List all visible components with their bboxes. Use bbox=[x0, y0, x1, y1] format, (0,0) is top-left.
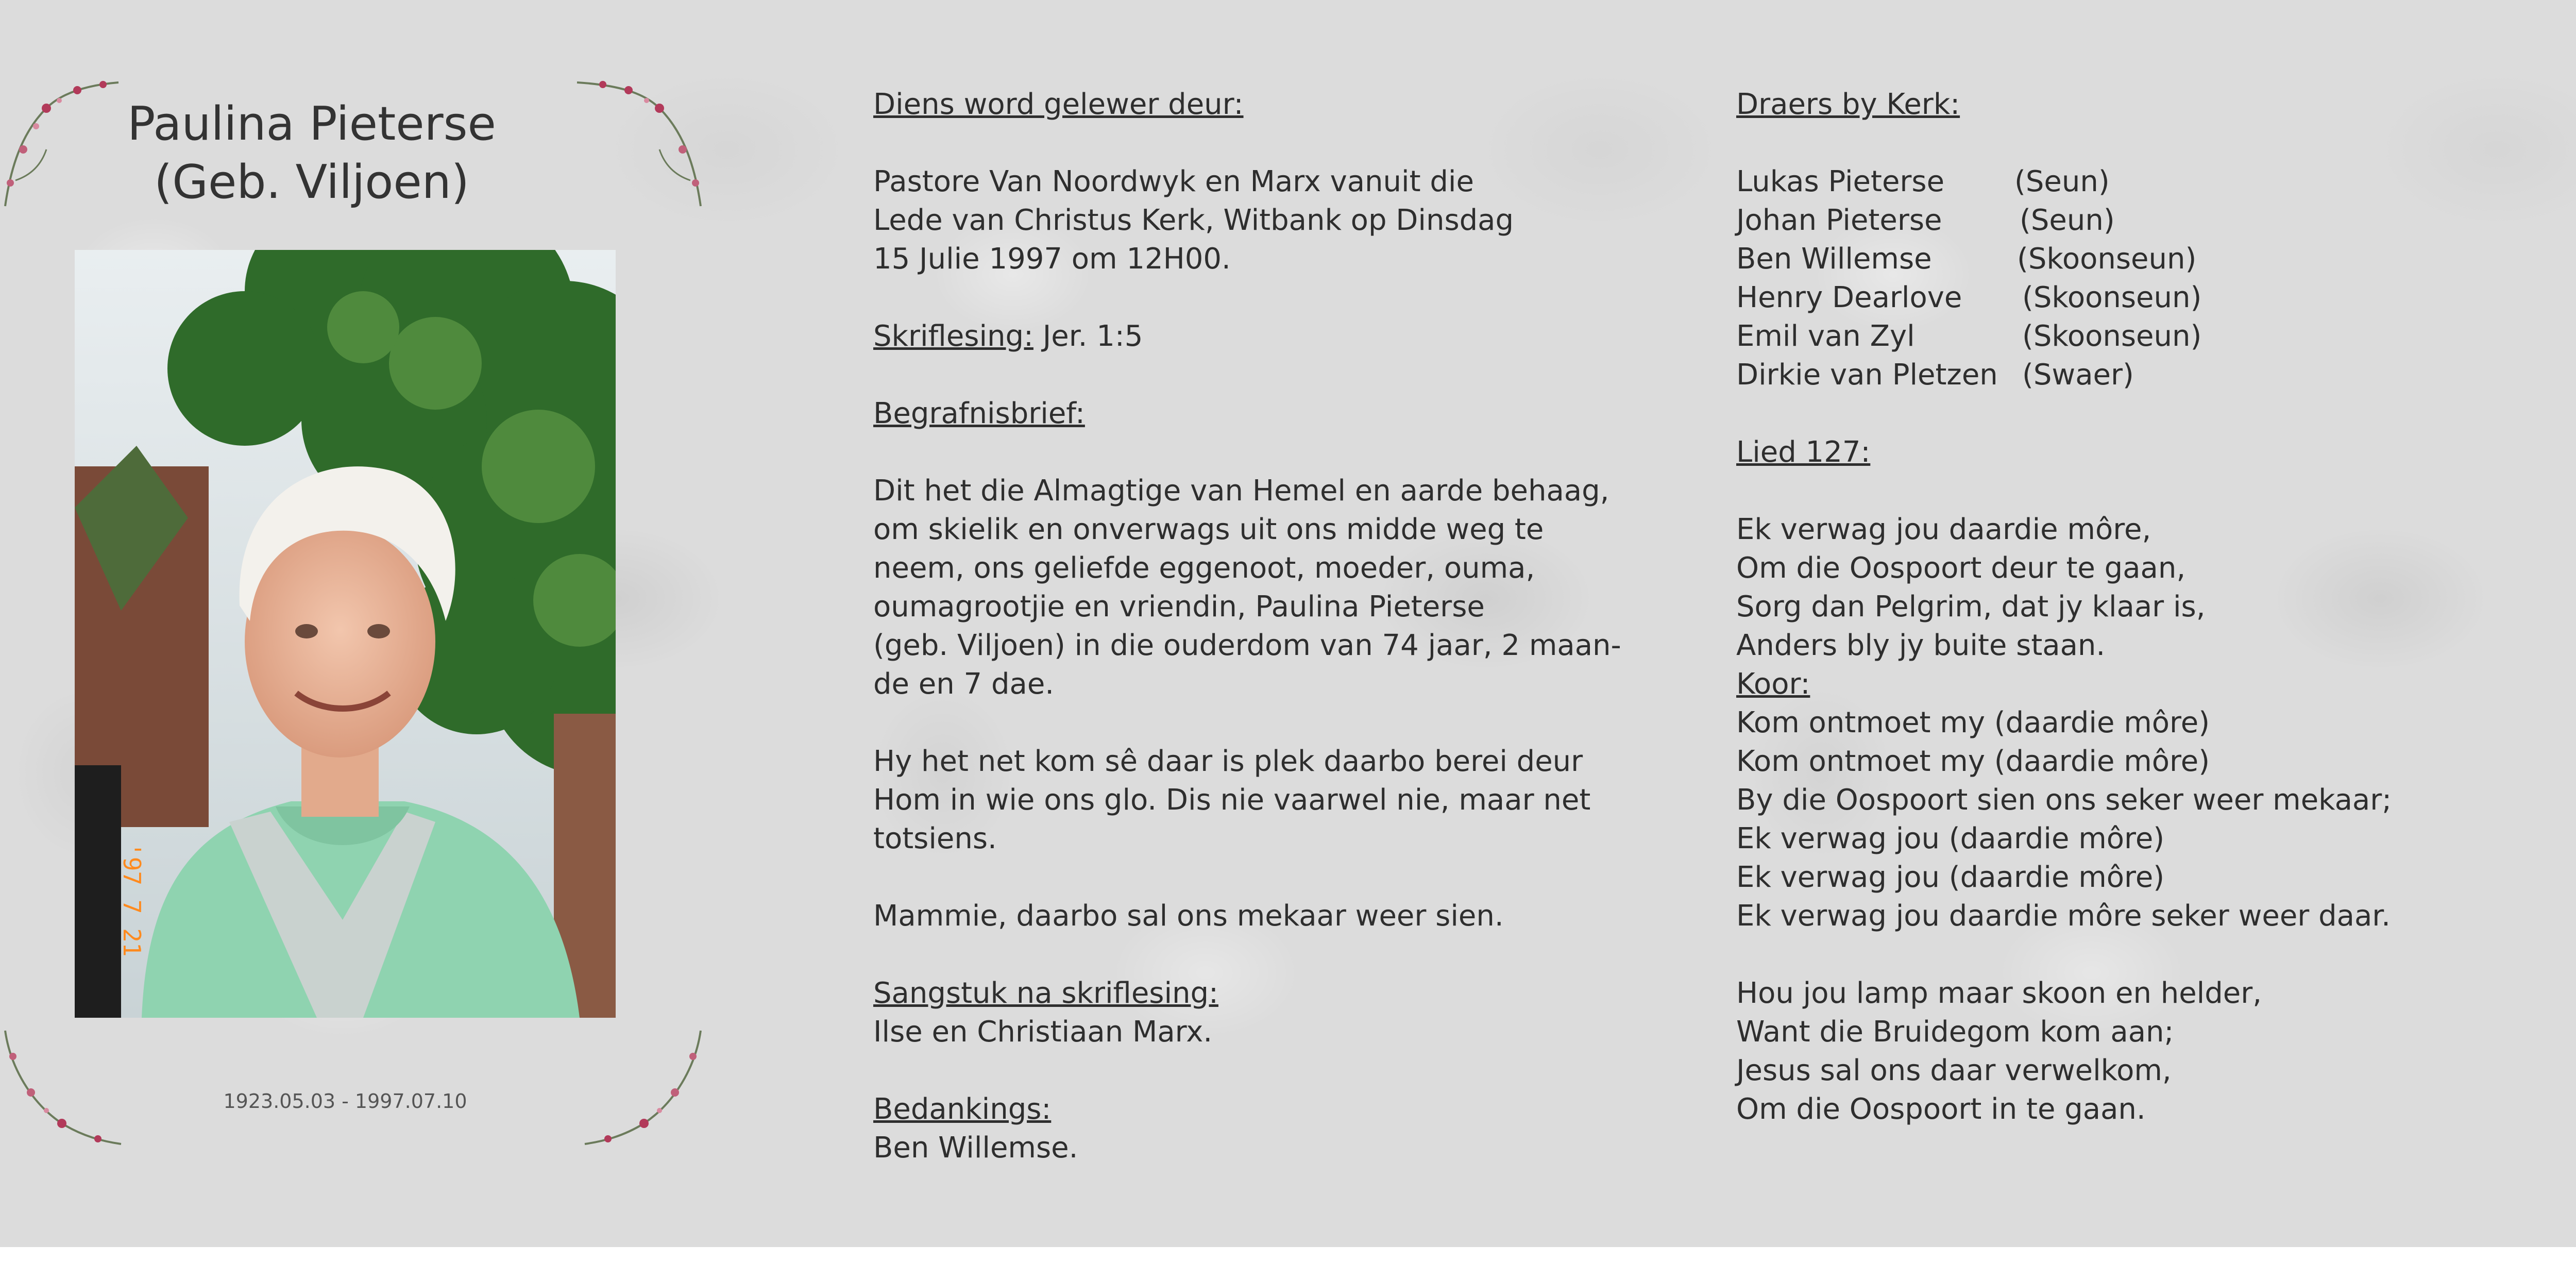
letter-line: Hom in wie ons glo. Dis nie vaarwel nie, maar net bbox=[873, 783, 1591, 817]
hymn-heading: Lied 127: bbox=[1736, 435, 1871, 469]
bearer-name: Lukas Pieterse bbox=[1736, 165, 1945, 198]
spacer bbox=[1736, 472, 2392, 510]
chorus-line: Ek verwag jou daardie môre seker weer daar. bbox=[1736, 899, 2391, 933]
service-line: Lede van Christus Kerk, Witbank op Dinsdag bbox=[873, 204, 1514, 237]
service-line: Pastore Van Noordwyk en Marx vanuit die bbox=[873, 165, 1474, 198]
letter-line: (geb. Viljoen) in die ouderdom van 74 jaar, 2 maan- bbox=[873, 629, 1621, 662]
bearer-role: (Seun) bbox=[2020, 204, 2115, 237]
spacer bbox=[873, 278, 1621, 317]
bearer-name: Henry Dearlove bbox=[1736, 281, 1962, 314]
verse-line: Om die Oospoort in te gaan. bbox=[1736, 1092, 2146, 1126]
chorus-line: Kom ontmoet my (daardie môre) bbox=[1736, 745, 2210, 778]
service-panel bbox=[855, 0, 1731, 1247]
verse-line: Want die Bruidegom kom aan; bbox=[1736, 1015, 2174, 1049]
bearer-role: (Seun) bbox=[2014, 165, 2110, 198]
bearer-role: (Skoonseun) bbox=[2017, 242, 2197, 276]
reading-line bbox=[873, 317, 1621, 356]
hymn-panel bbox=[1731, 0, 2576, 1247]
portrait-illustration bbox=[75, 250, 616, 1018]
bearer-role: (Skoonseun) bbox=[2022, 281, 2202, 314]
chorus-line: Ek verwag jou (daardie môre) bbox=[1736, 822, 2165, 855]
bearer-role: (Swaer) bbox=[2022, 358, 2134, 392]
spacer bbox=[873, 858, 1621, 897]
verse-line: Sorg dan Pelgrim, dat jy klaar is, bbox=[1736, 590, 2206, 624]
verse-line: Anders bly jy buite staan. bbox=[1736, 629, 2106, 662]
life-dates: 1923.05.03 - 1997.07.10 bbox=[223, 1090, 467, 1113]
letter-line: Dit het die Almagtige van Hemel en aarde behaag, bbox=[873, 474, 1609, 508]
spacer bbox=[873, 433, 1621, 472]
service-column bbox=[873, 85, 1621, 1167]
verse-line: Hou jou lamp maar skoon en helder, bbox=[1736, 977, 2262, 1010]
bearer-row bbox=[1736, 240, 2392, 278]
verse-line: Om die Oospoort deur te gaan, bbox=[1736, 551, 2186, 585]
chorus-line: Kom ontmoet my (daardie môre) bbox=[1736, 706, 2210, 739]
letter-line: Mammie, daarbo sal ons mekaar weer sien. bbox=[873, 899, 1504, 933]
spacer bbox=[1736, 394, 2392, 433]
hymn-column bbox=[1736, 85, 2392, 1129]
bearer-row bbox=[1736, 278, 2392, 317]
bearer-row bbox=[1736, 356, 2392, 394]
maiden-name-line: (Geb. Viljoen) bbox=[154, 155, 469, 209]
verse-line: Jesus sal ons daar verwelkom, bbox=[1736, 1054, 2172, 1087]
letter-line: om skielik en onverwags uit ons midde weg te bbox=[873, 513, 1544, 546]
chorus-line: By die Oospoort sien ons seker weer mekaar; bbox=[1736, 783, 2392, 817]
portrait-photo bbox=[75, 250, 616, 1018]
photo-date-stamp: '97 7 21 bbox=[118, 843, 146, 957]
song-heading: Sangstuk na skriflesing: bbox=[873, 977, 1218, 1010]
song-performers: Ilse en Christiaan Marx. bbox=[873, 1015, 1213, 1049]
spacer bbox=[873, 703, 1621, 742]
letter-line: oumagrootjie en vriendin, Paulina Pieterse bbox=[873, 590, 1485, 624]
reading-label: Skriflesing: bbox=[873, 319, 1033, 353]
spacer bbox=[873, 356, 1621, 394]
floral-corner-bottom-left bbox=[0, 1025, 124, 1149]
spacer bbox=[1736, 124, 2392, 162]
bearer-row bbox=[1736, 317, 2392, 356]
spacer bbox=[873, 935, 1621, 974]
letter-line: neem, ons geliefde eggenoot, moeder, ouma, bbox=[873, 551, 1535, 585]
bearer-row bbox=[1736, 162, 2392, 201]
name-line: Paulina Pieterse bbox=[127, 97, 496, 151]
deceased-name bbox=[0, 95, 623, 211]
bearer-name: Johan Pieterse bbox=[1736, 204, 1942, 237]
cover-panel bbox=[0, 0, 855, 1247]
floral-corner-bottom-right bbox=[582, 1025, 706, 1149]
letter-line: de en 7 dae. bbox=[873, 667, 1055, 701]
verse-line: Ek verwag jou daardie môre, bbox=[1736, 513, 2151, 546]
chorus-heading: Koor: bbox=[1736, 667, 1810, 701]
spacer bbox=[873, 1051, 1621, 1090]
bearer-name: Ben Willemse bbox=[1736, 242, 1932, 276]
spacer bbox=[873, 124, 1621, 162]
spacer bbox=[1736, 935, 2392, 974]
reading-value: Jer. 1:5 bbox=[1033, 319, 1143, 353]
service-heading: Diens word gelewer deur: bbox=[873, 88, 1244, 121]
letter-line: Hy het net kom sê daar is plek daarbo berei deur bbox=[873, 745, 1583, 778]
letter-heading: Begrafnisbrief: bbox=[873, 397, 1085, 430]
thanks-value: Ben Willemse. bbox=[873, 1131, 1078, 1165]
letter-line: totsiens. bbox=[873, 822, 997, 855]
bearer-name: Emil van Zyl bbox=[1736, 319, 1915, 353]
bearer-name: Dirkie van Pletzen bbox=[1736, 358, 1998, 392]
bearer-row bbox=[1736, 201, 2392, 240]
thanks-heading: Bedankings: bbox=[873, 1092, 1052, 1126]
church-bearers-heading: Draers by Kerk: bbox=[1736, 88, 1960, 121]
bearer-role: (Skoonseun) bbox=[2022, 319, 2202, 353]
chorus-line: Ek verwag jou (daardie môre) bbox=[1736, 861, 2165, 894]
service-line: 15 Julie 1997 om 12H00. bbox=[873, 242, 1231, 276]
